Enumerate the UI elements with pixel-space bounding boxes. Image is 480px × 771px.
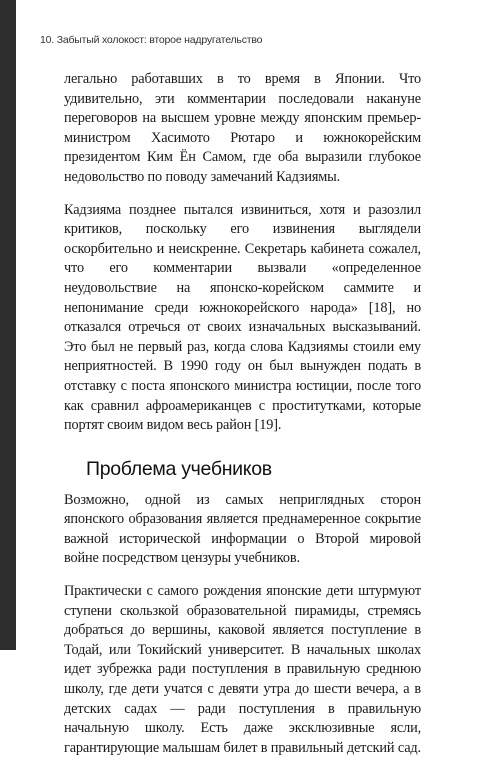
page-body: [64, 70, 421, 771]
running-header: 10. Забытый холокост: второе надругательство: [40, 34, 263, 46]
page-edge-bar: [0, 0, 16, 650]
section-heading: Проблема учебников: [86, 457, 272, 480]
paragraph-continuation: легально работавших в то время в Японии. Что удивительно, эти комментарии последовали накануне переговоров на высшем уровне между японским премьер-министром Хасимото Рютаро и южнокорейским президентом Ким Ён Самом, где оба выразили глубокое недовольство по поводу замечаний Кадзиямы.: [64, 71, 421, 185]
paragraph-kajiyama-apology: Кадзияма позднее пытался извиниться, хотя и разозлил критиков, поскольку его извинения выглядели оскорбительно и неискренне. Секретарь кабинета сожалел, что его комментарии вызвали «определенное неудовольствие на японско-корейском саммите и непонимание среди южнокорейского народа» [18], но отказался отречься от своих изначальных высказываний. Это был не первый раз, когда слова Кадзиямы стоили ему неприятностей. В 1990 году он был вынужден подать в отставку с поста японского министра юстиции, после того как сравнил афроамериканцев с проститутками, которые портят своим видом весь район [19].: [64, 201, 421, 434]
paragraph-textbook-censorship: Возможно, одной из самых неприглядных сторон японского образования является преднамеренное сокрытие важной исторической информации о Второй мировой войне посредством цензуры учебников.: [64, 491, 421, 567]
paragraph-education-pyramid: Практически с самого рождения японские дети штурмуют ступени скользкой образовательной пирамиды, стремясь добраться до вершины, каковой является поступление в Тодай, или Токийский университет. В начальных школах идет зубрежка ради поступления в правильную среднюю школу, где дети учатся с девяти утра до шести вечера, а в детских садах — ради поступления в правильную начальную школу. Есть даже эксклюзивные ясли, гарантирующие малышам билет в правильный детский сад.: [64, 583, 421, 756]
